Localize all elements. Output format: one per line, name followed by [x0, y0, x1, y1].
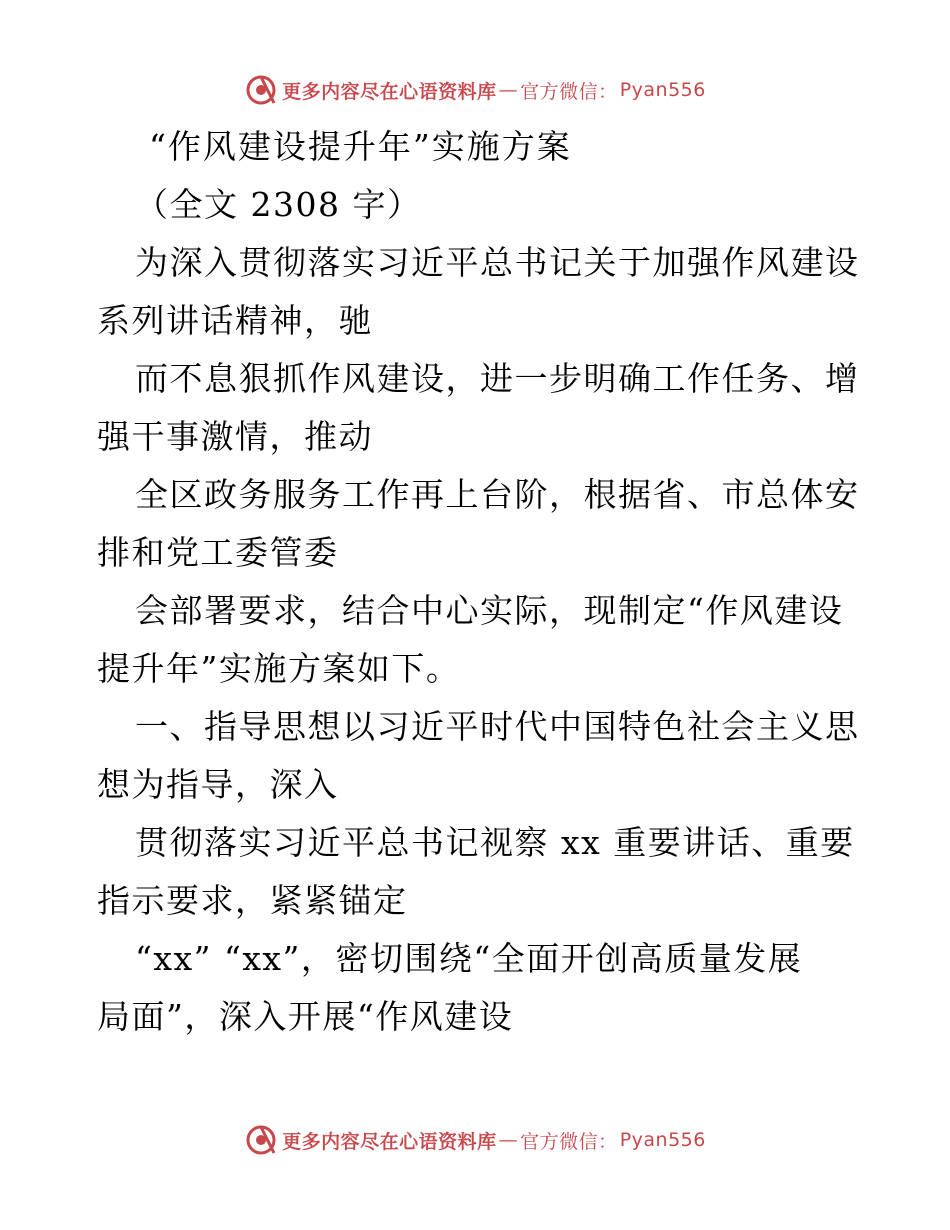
document-subtitle: （全文 2308 字）	[135, 185, 422, 224]
header-watermark	[0, 70, 950, 110]
paragraph-line: 全区政务服务工作再上台阶，根据省、市总体安	[135, 475, 860, 514]
watermark-dash: —	[498, 1129, 519, 1151]
logo-icon	[244, 73, 278, 107]
paragraph-line: 局面”，深入开展“作风建设	[97, 997, 514, 1036]
paragraph-line: 想为指导，深入	[97, 765, 339, 804]
watermark-id: Pyan556	[619, 79, 706, 101]
paragraph-line: “xx” “xx”，密切围绕“全面开创高质量发展	[135, 939, 803, 978]
watermark-id: Pyan556	[619, 1129, 706, 1151]
watermark-brand: 更多内容尽在心语资料库	[282, 80, 497, 103]
section-heading-line: 一、指导思想以习近平时代中国特色社会主义思	[135, 707, 860, 746]
paragraph-line: 排和党工委管委	[97, 533, 339, 572]
paragraph-line: 为深入贯彻落实习近平总书记关于加强作风建设	[135, 243, 860, 282]
paragraph-line: 指示要求，紧紧锚定	[97, 881, 408, 920]
paragraph-line: 系列讲话精神，驰	[97, 301, 373, 340]
paragraph-line: 提升年”实施方案如下。	[97, 649, 461, 688]
watermark-official: 官方微信：	[520, 80, 618, 103]
paragraph-line: 而不息狠抓作风建设，进一步明确工作任务、增	[135, 359, 860, 398]
watermark-brand: 更多内容尽在心语资料库	[282, 1130, 497, 1153]
document-body	[97, 118, 860, 1046]
document-title: “作风建设提升年”实施方案	[149, 127, 572, 166]
footer-watermark	[0, 1120, 950, 1160]
paragraph-line: 强干事激情，推动	[97, 417, 373, 456]
paragraph-line: 会部署要求，结合中心实际，现制定“作风建设	[135, 591, 844, 630]
watermark-official: 官方微信：	[520, 1130, 618, 1153]
logo-icon	[244, 1123, 278, 1157]
watermark-dash: —	[498, 79, 519, 101]
paragraph-line: 贯彻落实习近平总书记视察 xx 重要讲话、重要	[135, 823, 855, 862]
